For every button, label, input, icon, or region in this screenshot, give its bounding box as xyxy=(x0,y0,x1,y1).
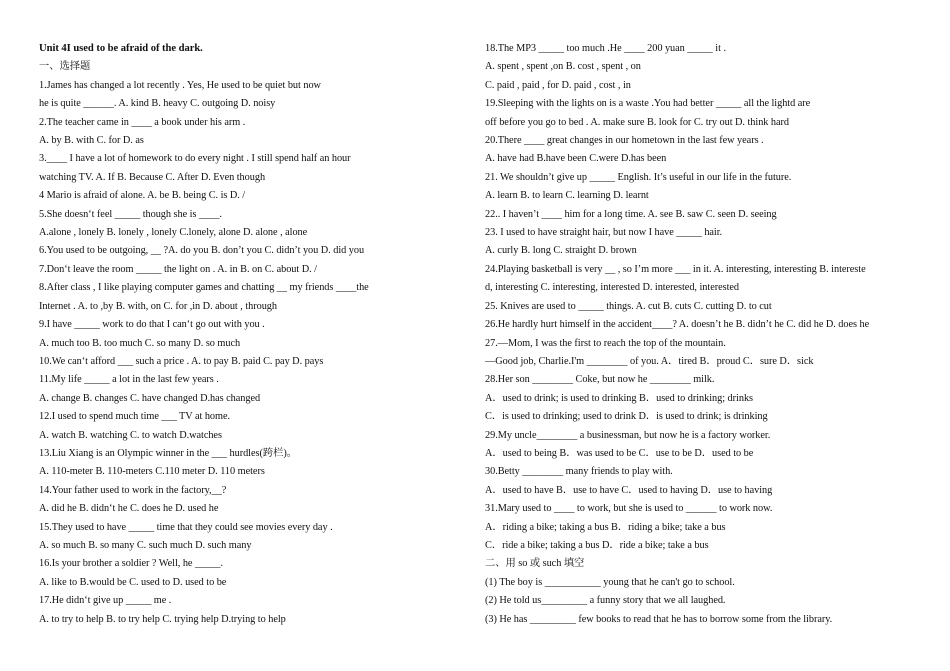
text-line: 23. I used to have straight hair, but now I have _____ hair. xyxy=(485,227,723,239)
text-line: 7.Don‘t leave the room _____ the light on . A. in B. on C. about D. / xyxy=(39,263,317,275)
text-line: A. spent , spent ,on B. cost , spent , on xyxy=(485,61,641,73)
text-line: 28.Her son ________ Coke, but now he ________ milk. xyxy=(485,374,715,386)
text-line: 1.James has changed a lot recently . Yes, He used to be quiet but now xyxy=(39,79,321,91)
text-line: 19.Sleeping with the lights on is a waste .You had better _____ all the lightd are xyxy=(485,98,811,110)
text-line: 4 Mario is afraid of alone. A. be B. being C. is D. / xyxy=(39,190,246,202)
text-line: off before you go to bed . A. make sure B. look for C. try out D. think hard xyxy=(485,116,790,128)
text-line: 21. We shouldn’t give up _____ English. It’s useful in our life in the future. xyxy=(485,171,792,183)
text-line: A. did he B. didn‘t he C. does he D. used he xyxy=(39,503,219,515)
text-line: A. so much B. so many C. such much D. such many xyxy=(39,539,252,551)
text-line: A. learn B. to learn C. learning D. learnt xyxy=(485,190,649,202)
document-title: Unit 4I used to be afraid of the dark. xyxy=(39,43,203,54)
text-line: 16.Is your brother a soldier ? Well, he _____. xyxy=(39,558,223,570)
text-line: A. change B. changes C. have changed D.has changed xyxy=(39,392,261,404)
text-line: 5.She doesn‘t feel _____ though she is ____. xyxy=(39,208,222,220)
right-column xyxy=(485,40,925,629)
text-line: A. watch B. watching C. to watch D.watches xyxy=(39,429,222,441)
text-line: A．used to drink; is used to drinking B．used to drinking; drinks xyxy=(485,392,753,404)
text-line: he is quite ______. A. kind B. heavy C. outgoing D. noisy xyxy=(39,98,276,110)
text-line: 2.The teacher came in ____ a book under his arm . xyxy=(39,116,246,128)
text-line: A. to try to help B. to try help C. trying help D.trying to help xyxy=(39,613,286,625)
text-line: —Good job, Charlie.I'm ________ of you. A．tired B．proud C．sure D．sick xyxy=(485,355,814,367)
text-line: 3.____ I have a lot of homework to do every night . I still spend half an hour xyxy=(39,153,351,165)
text-line: 12.I used to spend much time ___ TV at home. xyxy=(39,411,231,423)
text-line: A. curly B. long C. straight D. brown xyxy=(485,245,637,257)
text-line: 14.Your father used to work in the factory,__? xyxy=(39,484,227,496)
text-line: (2) He told us_________ a funny story that we all laughed. xyxy=(485,595,726,607)
text-line: 25. Knives are used to _____ things. A. cut B. cuts C. cutting D. to cut xyxy=(485,300,772,312)
text-line: Internet . A. to ,by B. with, on C. for ,in D. about , through xyxy=(39,300,277,312)
text-line: 13.Liu Xiang is an Olympic winner in the ___ hurdles(跨栏)。 xyxy=(39,447,297,459)
text-line: d, interesting C. interesting, interested D. interested, interested xyxy=(485,282,740,294)
text-line: A. 110-meter B. 110-meters C.110 meter D. 110 meters xyxy=(39,466,265,478)
text-line: 15.They used to have _____ time that they could see movies every day . xyxy=(39,521,333,533)
text-line: A.alone , lonely B. lonely , lonely C.lonely, alone D. alone , alone xyxy=(39,227,308,239)
text-line: A. like to B.would be C. used to D. used to be xyxy=(39,576,227,588)
text-line: 10.We can‘t afford ___ such a price . A. to pay B. paid C. pay D. pays xyxy=(39,355,324,367)
text-line: C．is used to drinking; used to drink D．is used to drink; is drinking xyxy=(485,411,768,423)
text-line: C．ride a bike; taking a bus D．ride a bike; take a bus xyxy=(485,539,709,551)
text-line: 9.I have _____ work to do that I can‘t go out with you . xyxy=(39,319,265,331)
text-line: 17.He didn‘t give up _____ me . xyxy=(39,595,172,607)
text-line: 11.My life _____ a lot in the last few years . xyxy=(39,374,219,386)
text-line: 24.Playing basketball is very __ , so I’m more ___ in it. A. interesting, interesting B. intereste xyxy=(485,263,866,275)
text-line: A．used to have B．use to have C．used to having D．use to having xyxy=(485,484,773,496)
text-line: 8.After class , I like playing computer games and chatting __ my friends ____the xyxy=(39,282,369,294)
text-line: A．used to being B．was used to be C．use to be D．used to be xyxy=(485,447,754,459)
text-line: 31.Mary used to ____ to work, but she is used to ______ to work now. xyxy=(485,503,773,515)
text-line: 29.My uncle________ a businessman, but now he is a factory worker. xyxy=(485,429,771,441)
text-line: (1) The boy is ___________ young that he can't go to school. xyxy=(485,576,735,588)
text-line: 26.He hardly hurt himself in the accident____? A. doesn’t he B. didn’t he C. did he D. does he xyxy=(485,319,870,331)
text-line: A．riding a bike; taking a bus B．riding a bike; take a bus xyxy=(485,521,726,533)
text-line: watching TV. A. If B. Because C. After D. Even though xyxy=(39,171,266,183)
text-line: C. paid , paid , for D. paid , cost , in xyxy=(485,79,631,91)
text-line: A. much too B. too much C. so many D. so much xyxy=(39,337,241,349)
text-line: A. have had B.have been C.were D.has been xyxy=(485,153,667,165)
text-line: 6.You used to be outgoing, __ ?A. do you B. don’t you C. didn’t you D. did you xyxy=(39,245,365,257)
text-line: 二、用 so 或 such 填空 xyxy=(485,558,585,570)
text-line: 20.There ____ great changes in our hometown in the last few years . xyxy=(485,135,764,147)
text-line: (3) He has _________ few books to read that he has to borrow some from the library. xyxy=(485,613,833,625)
text-line: 30.Betty ________ many friends to play with. xyxy=(485,466,673,478)
text-line: 22.. I haven’t ____ him for a long time. A. see B. saw C. seen D. seeing xyxy=(485,208,777,220)
left-column xyxy=(39,40,471,629)
text-line: 27.—Mom, I was the first to reach the top of the mountain. xyxy=(485,337,726,349)
text-line: 18.The MP3 _____ too much .He ____ 200 yuan _____ it . xyxy=(485,43,726,54)
text-line: 一、选择题 xyxy=(39,61,91,73)
text-line: A. by B. with C. for D. as xyxy=(39,135,144,147)
